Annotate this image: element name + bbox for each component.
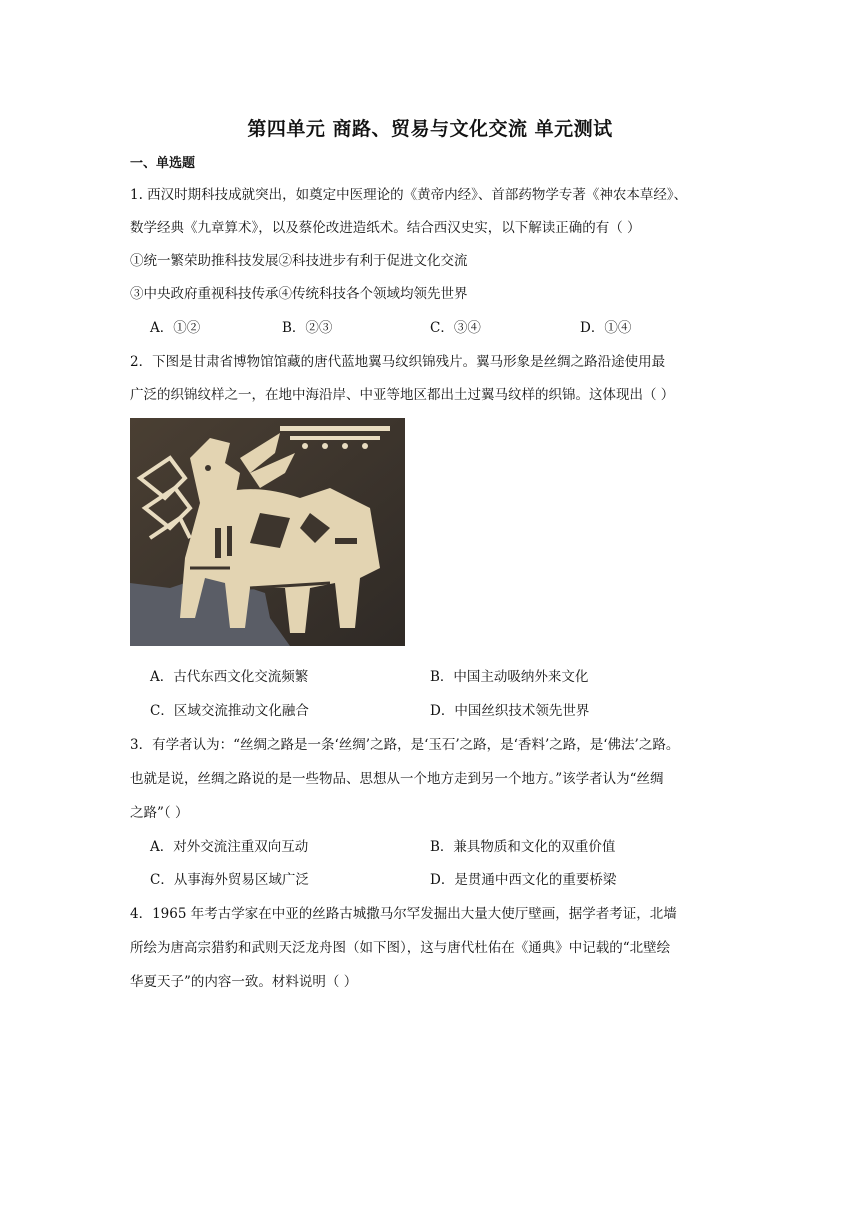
q2-option-a[interactable]: A．古代东西文化交流频繁 [150,669,309,685]
section-heading: 一、单选题 [130,156,196,171]
q3-option-b[interactable]: B．兼具物质和文化的双重价值 [430,839,616,855]
q3-option-c[interactable]: C．从事海外贸易区域广泛 [150,872,309,888]
q3-line-3: 之路”（ ） [130,805,189,821]
q2-option-c[interactable]: C．区域交流推动文化融合 [150,703,309,719]
q3-line-1: 3．有学者认为：“丝绸之路是一条‘丝绸’之路，是‘玉石’之路，是‘香料’之路，是‘佛法’之路。 [130,737,680,753]
q1-line-2: 数学经典《九章算术》，以及蔡伦改进造纸术。结合西汉史实，以下解读正确的有（ ） [130,220,641,236]
q1-option-d[interactable]: D．①④ [580,320,632,336]
winged-horse-brocade-image [130,418,405,646]
q2-line-1: 2．下图是甘肃省博物馆馆藏的唐代蓝地翼马纹织锦残片。翼马形象是丝绸之路沿途使用最 [130,354,666,370]
q3-line-2: 也就是说，丝绸之路说的是一些物品、思想从一个地方走到另一个地方。”该学者认为“丝绸 [130,771,664,787]
q1-line-4: ③中央政府重视科技传承④传统科技各个领域均领先世界 [130,286,468,302]
q1-option-b[interactable]: B．②③ [282,320,333,336]
q3-option-a[interactable]: A．对外交流注重双向互动 [150,839,309,855]
q1-line-3: ①统一繁荣助推科技发展②科技进步有利于促进文化交流 [130,253,468,269]
q1-option-c[interactable]: C．③④ [430,320,481,336]
q4-line-2: 所绘为唐高宗猎豹和武则天泛龙舟图（如下图），这与唐代杜佑在《通典》中记载的“北壁绘 [130,940,671,956]
q1-line-1: 1. 西汉时期科技成就突出，如奠定中医理论的《黄帝内经》、首部药物学专著《神农本草经》、 [130,187,688,203]
q1-option-a[interactable]: A．①② [150,320,201,336]
document-title: 第四单元 商路、贸易与文化交流 单元测试 [247,118,613,140]
q2-option-b[interactable]: B．中国主动吸纳外来文化 [430,669,589,685]
q2-option-d[interactable]: D．中国丝织技术领先世界 [430,703,590,719]
q4-line-1: 4．1965 年考古学家在中亚的丝路古城撒马尔罕发掘出大量大使厅壁画，据学者考证，北墙 [130,906,677,922]
q3-option-d[interactable]: D．是贯通中西文化的重要桥梁 [430,872,617,888]
q2-line-2: 广泛的织锦纹样之一，在地中海沿岸、中亚等地区都出土过翼马纹样的织锦。这体现出（ ） [130,387,675,403]
q4-line-3: 华夏天子”的内容一致。材料说明（ ） [130,974,358,990]
